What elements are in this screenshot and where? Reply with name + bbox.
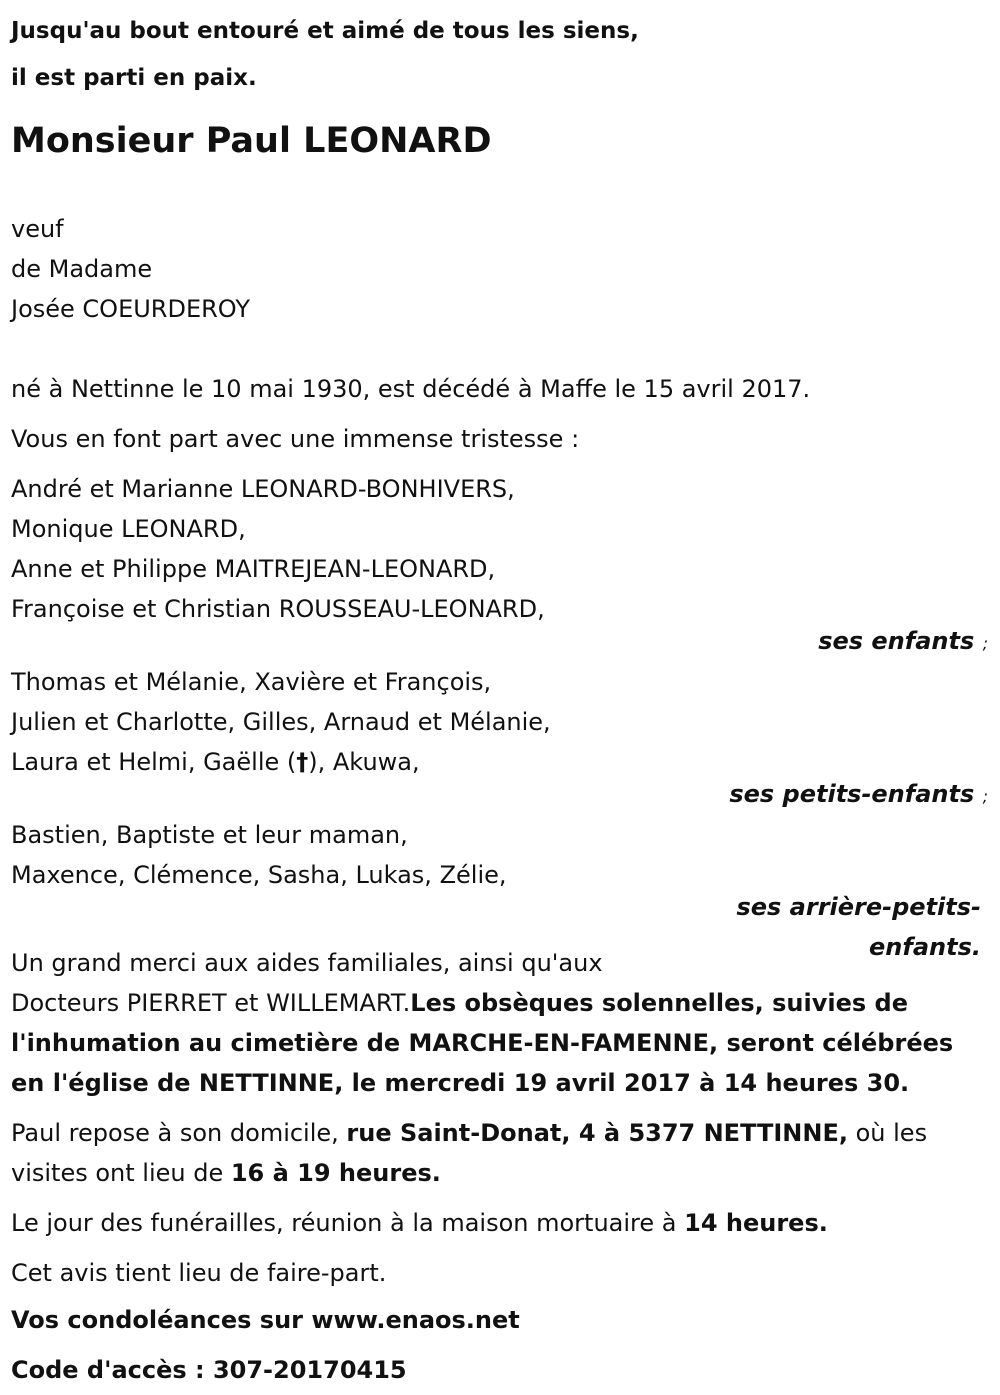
children-block (11, 469, 991, 629)
spouse-line-1: veuf (11, 215, 64, 243)
funeral-day-block (11, 1203, 991, 1243)
grandchild-line-part: Laura et Helmi, Gaëlle (11, 748, 287, 776)
rest-prefix: Paul repose à son domicile, (11, 1119, 347, 1147)
great-grandchildren-role-line-2: enfants. (869, 933, 981, 961)
child-line: Françoise et Christian ROUSSEAU-LEONARD, (11, 595, 545, 623)
grandchildren-block (11, 662, 991, 782)
access-code: Code d'accès : 307-20170415 (11, 1356, 407, 1384)
funeral-day-time: 14 heures. (684, 1209, 828, 1237)
child-line: André et Marianne LEONARD-BONHIVERS, (11, 475, 515, 503)
grandchildren-role-punct: ; (982, 787, 988, 806)
child-line: Anne et Philippe MAITREJEAN-LEONARD, (11, 555, 496, 583)
great-grandchild-line: Bastien, Baptiste et leur maman, (11, 821, 408, 849)
intro-line-1: Jusqu'au bout entouré et aimé de tous les siens, (11, 18, 639, 44)
cross-icon: † (296, 748, 309, 776)
intro (11, 8, 991, 102)
child-line: Monique LEONARD, (11, 515, 246, 543)
footer (11, 1295, 991, 1395)
rest-hours: 16 à 19 heures. (230, 1159, 441, 1187)
great-grandchildren-role-line-1: ses arrière-petits- (736, 893, 981, 921)
spouse-line-2: de Madame (11, 255, 153, 283)
condolences: Vos condoléances sur www.enaos.net (11, 1306, 520, 1334)
funeral-day-prefix: Le jour des funérailles, réunion à la maison mortuaire à (11, 1209, 685, 1237)
grandchild-line-part: ), Akuwa, (308, 748, 420, 776)
funeral-details: Les obsèques solennelles, suivies de l'inhumation au cimetière de MARCHE-EN-FAMENNE, seront célébrées en l'église de NETTINNE, le mercredi 19 avril 2017 à 14 heures 30. (11, 989, 954, 1097)
grandchild-line: Thomas et Mélanie, Xavière et François, (11, 668, 492, 696)
children-role-punct: ; (982, 634, 988, 653)
thanks-line-1: Un grand merci aux aides familiales, ainsi qu'aux (11, 949, 603, 977)
rest-address: rue Saint-Donat, 4 à 5377 NETTINNE, (346, 1119, 848, 1147)
children-role (11, 629, 991, 656)
birth-death: né à Nettinne le 10 mai 1930, est décédé à Maffe le 15 avril 2017. (11, 375, 811, 403)
grandchild-line (11, 742, 991, 782)
intro-line-2: il est parti en paix. (11, 65, 257, 91)
thanks-line-2-and-funeral (11, 983, 991, 1103)
great-grandchild-line: Maxence, Clémence, Sasha, Lukas, Zélie, (11, 861, 507, 889)
children-role-label: ses enfants (818, 627, 975, 655)
thanks-wrapper (11, 895, 991, 1103)
great-grandchildren-block (11, 815, 991, 895)
great-grandchildren-role (721, 887, 981, 967)
rest-middle: où les visites ont lieu de (11, 1119, 928, 1187)
grandchildren-role-label: ses petits-enfants (729, 780, 975, 808)
thanks-block (11, 943, 991, 1103)
spouse-line-3: Josée COEURDEROY (11, 295, 251, 323)
notice: Cet avis tient lieu de faire-part. (11, 1259, 387, 1287)
cross-open: ( (286, 748, 297, 776)
obituary-document (11, 0, 991, 1395)
thanks-line-2: Docteurs PIERRET et WILLEMART. (11, 989, 411, 1017)
grandchildren-role (11, 782, 991, 809)
announce: Vous en font part avec une immense tristesse : (11, 425, 580, 453)
spouse-block (11, 209, 991, 329)
deceased-name: Monsieur Paul LEONARD (11, 121, 492, 161)
grandchild-line: Julien et Charlotte, Gilles, Arnaud et Mélanie, (11, 708, 551, 736)
rest-block (11, 1113, 991, 1193)
